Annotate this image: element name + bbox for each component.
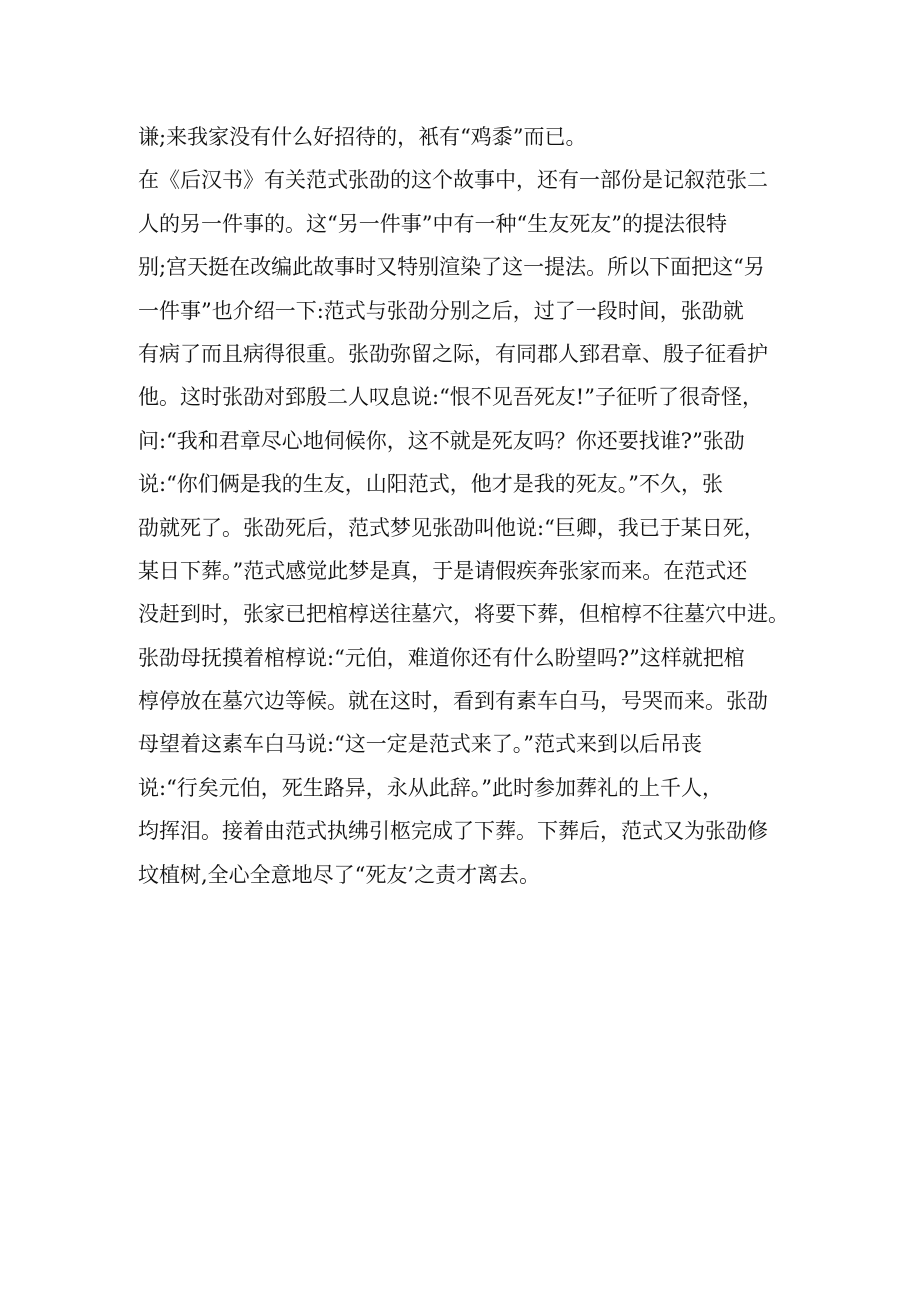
text-line: 人的另一件事的。这“另一件事”中有一种“生友死友”的提法很特 — [138, 211, 727, 236]
text-line: 一件事”也介绍一下:范式与张劭分别之后，过了一段时间，张劭就 — [138, 298, 744, 323]
text-line: 某日下葬。”范式感觉此梦是真，于是请假疾奔张家而来。在范式还 — [138, 558, 748, 583]
text-line: 坟植树,全心全意地尽了“死友’之责才离去。 — [138, 862, 541, 887]
text-line: 说:“你们俩是我的生友，山阳范式，他才是我的死友。”不久，张 — [138, 472, 724, 497]
text-line: 张劭母抚摸着棺椁说:“元伯，难道你还有什么盼望吗?”这样就把棺 — [138, 645, 745, 670]
text-line: 问:“我和君章尽心地伺候你，这不就是死友吗？你还要找谁?”张劭 — [138, 428, 745, 453]
text-line: 没赶到时，张家已把棺椁送往墓穴，将要下葬，但棺椁不往墓穴中进。 — [138, 602, 789, 627]
text-line: 椁停放在墓穴边等候。就在这时，看到有素车白马，号哭而来。张劭 — [138, 689, 768, 714]
text-line: 别;宫天挺在改编此故事时又特别渲染了这一提法。所以下面把这“另 — [138, 255, 765, 280]
text-line: 均挥泪。接着由范式执绋引柩完成了下葬。下葬后，范式又为张劭修 — [138, 819, 768, 844]
text-line: 有病了而且病得很重。张劭弥留之际，有同郡人郅君章、殷子征看护 — [138, 341, 768, 366]
text-line: 谦;来我家没有什么好招待的，衹有“鸡黍”而已。 — [138, 125, 587, 149]
text-line: 说:“行矣元伯，死生路异，永从此辞。”此时参加葬礼的上千人， — [138, 775, 724, 800]
text-line: 他。这时张劭对郅殷二人叹息说:“恨不见吾死友!”子征听了很奇怪， — [138, 385, 763, 410]
text-line: 在《后汉书》有关范式张劭的这个故事中，还有一部份是记叙范张二 — [138, 168, 768, 193]
text-line: 母望着这素车白马说:“这一定是范式来了。”范式来到以后吊丧 — [138, 732, 703, 757]
document-body — [138, 116, 798, 897]
text-line: 劭就死了。张劭死后，范式梦见张劭叫他说:“巨卿，我已于某日死， — [138, 515, 765, 540]
